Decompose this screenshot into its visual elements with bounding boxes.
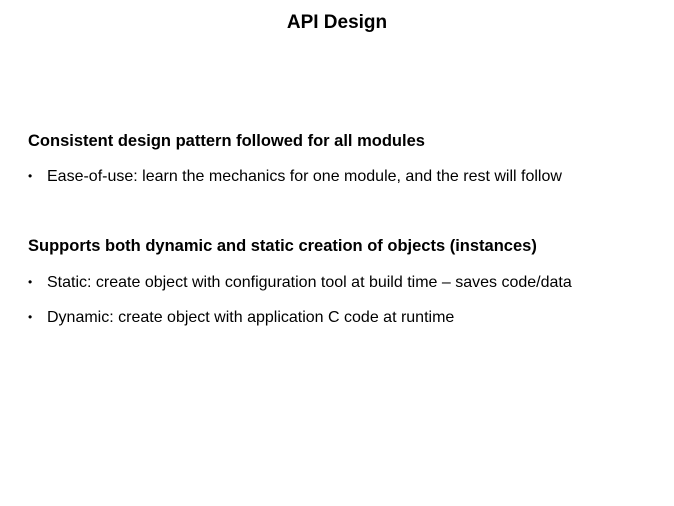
- bullet-item: [28, 273, 572, 293]
- bullet-item: [28, 308, 454, 328]
- bullet-icon: [28, 167, 47, 187]
- slide-title: API Design: [286, 12, 388, 33]
- bullet-icon: [28, 308, 47, 328]
- bullet-text: Dynamic: create object with application C code at runtime: [47, 309, 455, 326]
- bullet-icon: [28, 273, 47, 293]
- bullet-text: Static: create object with configuration tool at build time – saves code/data: [47, 274, 572, 291]
- bullet-text: Ease-of-use: learn the mechanics for one module, and the rest will follow: [47, 168, 562, 185]
- section-heading: Consistent design pattern followed for all modules: [28, 132, 425, 150]
- bullet-item: [28, 167, 562, 187]
- section-heading: Supports both dynamic and static creation of objects (instances): [28, 237, 537, 255]
